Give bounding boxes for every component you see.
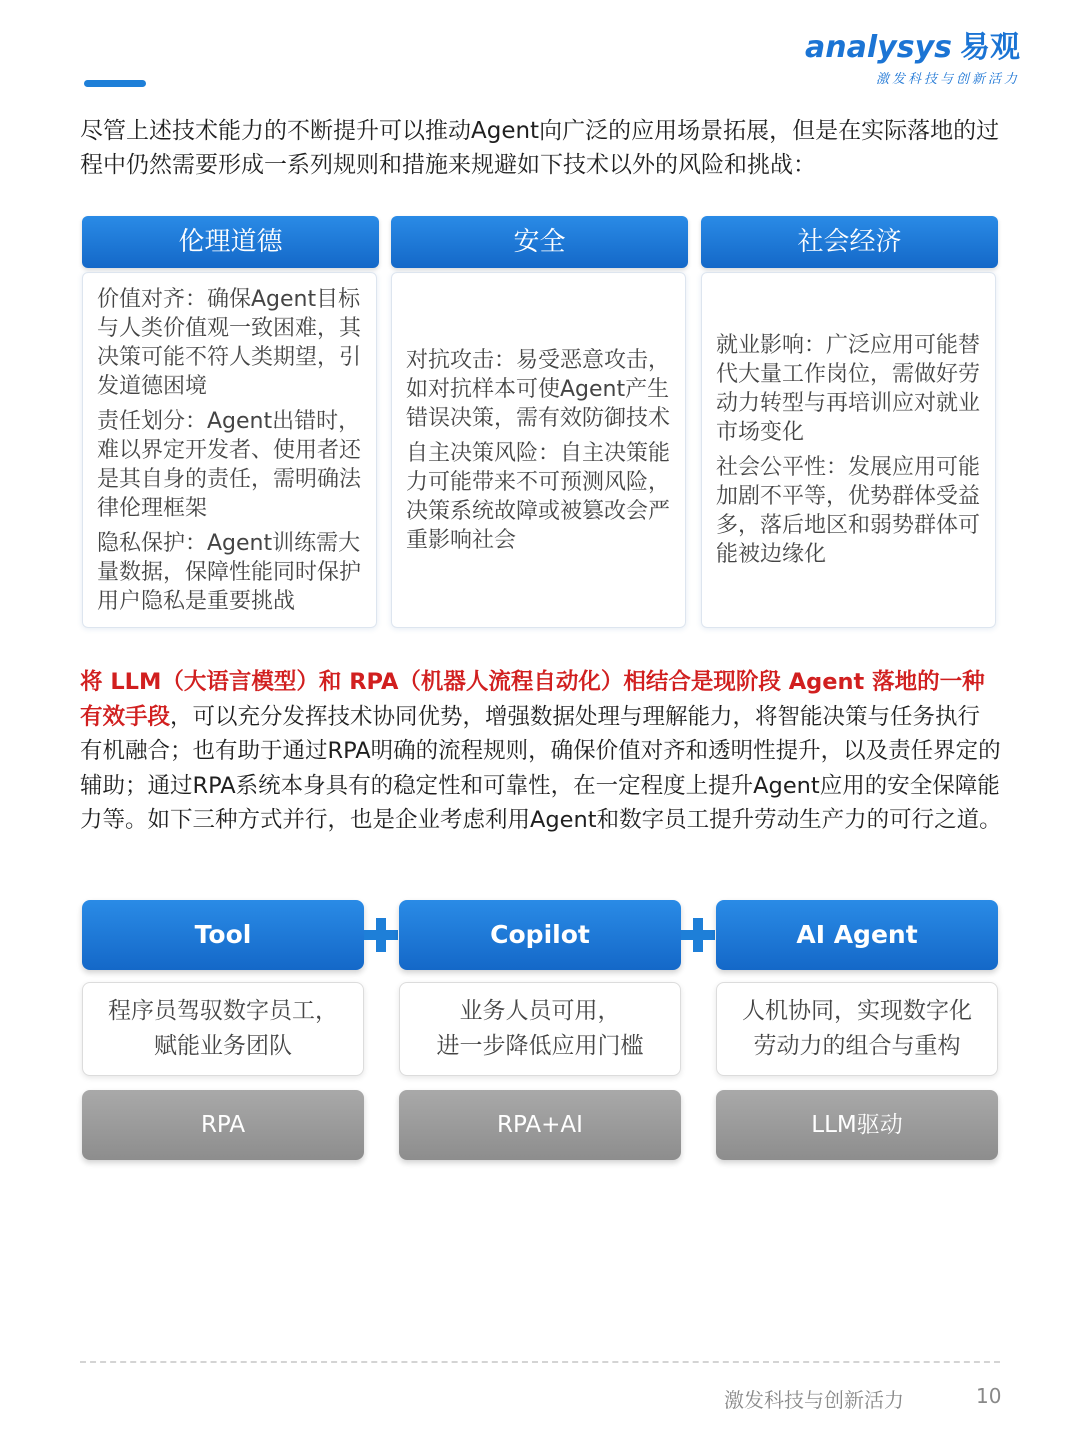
mode-title: Copilot: [399, 900, 681, 970]
risk-item: 社会公平性：发展应用可能加剧不平等，优势群体受益多，落后地区和弱势群体可能被边缘化: [716, 455, 981, 567]
logo-cn-text: 易观: [960, 30, 1020, 65]
mode-tech-tag: RPA: [82, 1090, 364, 1160]
plus-icon: [681, 918, 715, 952]
mode-tool: [82, 900, 364, 1160]
mode-desc-line: 进一步降低应用门槛: [436, 1033, 644, 1059]
risk-column-security: [391, 216, 688, 630]
risk-column-socioeconomic: [701, 216, 998, 630]
logo-tagline: 激发科技与创新活力: [875, 72, 1020, 87]
risk-column-body: [391, 272, 686, 628]
risk-item: 价值对齐：确保Agent目标与人类价值观一致困难，其决策可能不符人类期望，引发道德困境: [97, 286, 362, 399]
mode-title: AI Agent: [716, 900, 998, 970]
footer-tagline: 激发科技与创新活力: [724, 1388, 904, 1412]
risk-column-title: 安全: [391, 216, 688, 268]
page-number: 10: [976, 1384, 1002, 1408]
mode-desc-line: 赋能业务团队: [154, 1033, 292, 1059]
intro-paragraph: [80, 114, 1000, 182]
mode-description: [716, 982, 998, 1076]
mode-desc-line: 业务人员可用，: [459, 998, 621, 1024]
highlight-bold-text: 将 LLM（大语言模型）和 RPA（机器人流程自动化）相结合是现阶段 Agent 落地的一种有效手段: [80, 669, 985, 730]
risk-item: 自主决策风险：自主决策能力可能带来不可预测风险，决策系统故障或被篡改会严重影响社会: [406, 440, 671, 553]
risk-column-title: 社会经济: [701, 216, 998, 268]
risk-column-title: 伦理道德: [82, 216, 379, 268]
mode-description: [82, 982, 364, 1076]
mode-copilot: [399, 900, 681, 1160]
risk-column-body: [701, 272, 996, 628]
mode-description: [399, 982, 681, 1076]
intro-text: 尽管上述技术能力的不断提升可以推动Agent向广泛的应用场景拓展，但是在实际落地的过程中仍然需要形成一系列规则和措施来规避如下技术以外的风险和挑战：: [80, 118, 1000, 178]
mode-desc-line: 劳动力的组合与重构: [753, 1033, 961, 1059]
mode-tech-tag: RPA+AI: [399, 1090, 681, 1160]
brand-logo: [805, 22, 1020, 87]
risk-item: 对抗攻击：易受恶意攻击，如对抗样本可使Agent产生错误决策，需有效防御技术: [406, 347, 671, 431]
risk-column-ethics: [82, 216, 379, 630]
footer-divider: [80, 1361, 1000, 1363]
risk-item: 隐私保护：Agent训练需大量数据，保障性能同时保护用户隐私是重要挑战: [97, 530, 362, 614]
highlight-body-text: ，可以充分发挥技术协同优势，增强数据处理与理解能力，将智能决策与任务执行有机融合；也有助于通过RPA明确的流程规则，确保价值对齐和透明性提升，以及责任界定的辅助；通过RPA系统本身具有的稳定性和可靠性，在一定程度上提升Agent应用的安全保障能力等。如下三种方式并行，也是企业考虑利用Agent和数字员工提升劳动生产力的可行之道。: [80, 703, 1002, 833]
llm-rpa-paragraph: [80, 665, 1002, 838]
mode-desc-line: 程序员驾驭数字员工，: [108, 998, 338, 1024]
logo-text: analysys: [805, 30, 952, 65]
risk-item: 责任划分：Agent出错时，难以界定开发者、使用者还是其自身的责任，需明确法律伦理框架: [97, 408, 362, 521]
mode-title: Tool: [82, 900, 364, 970]
agent-modes-diagram: [82, 900, 998, 1170]
risk-item: 就业影响：广泛应用可能替代大量工作岗位，需做好劳动力转型与再培训应对就业市场变化: [716, 333, 981, 445]
mode-ai-agent: [716, 900, 998, 1160]
mode-desc-line: 人机协同，实现数字化: [742, 998, 972, 1024]
mode-tech-tag: LLM驱动: [716, 1090, 998, 1160]
plus-icon: [364, 918, 398, 952]
risk-column-body: [82, 272, 377, 628]
risk-columns: [82, 216, 998, 630]
header-accent-bar: [84, 80, 146, 87]
